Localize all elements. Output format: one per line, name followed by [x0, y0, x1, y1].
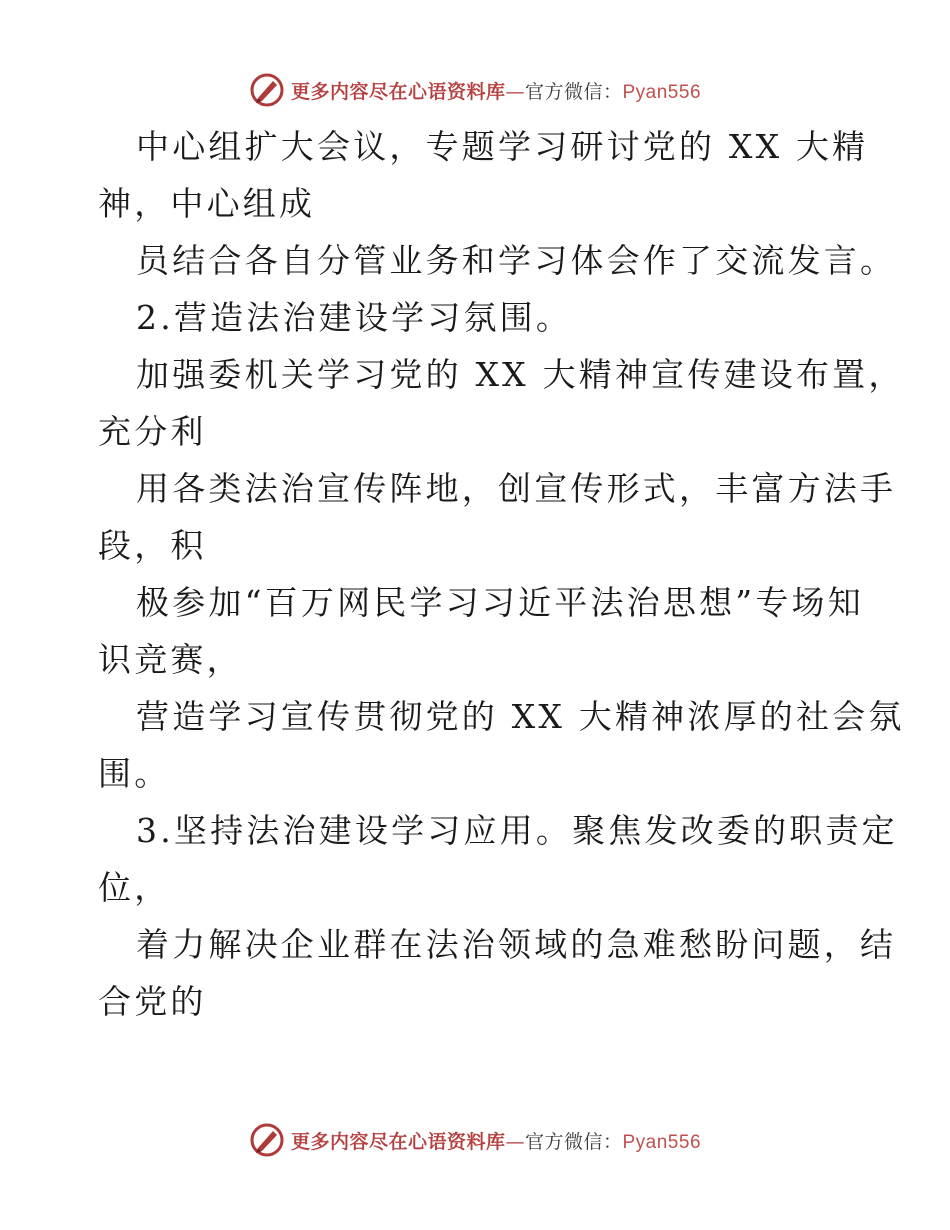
footer-text: [291, 1127, 701, 1154]
body-line: 识竞赛，: [98, 640, 243, 679]
header-wechat-id: Pyan556: [622, 81, 702, 103]
body-line: 神，中心组成: [98, 184, 316, 223]
body-line: 位，: [98, 868, 171, 907]
header-text: [291, 77, 701, 104]
body-line: 段，积: [98, 526, 207, 565]
pen-logo-icon: [249, 72, 285, 108]
header-separator: —: [505, 80, 525, 103]
body-line: 3.坚持法治建设学习应用。聚焦发改委的职责定: [136, 811, 898, 850]
body-line: 营造学习宣传贯彻党的 XX 大精神浓厚的社会氛: [136, 697, 905, 736]
body-line: 充分利: [98, 412, 207, 451]
footer-watermark: [0, 1120, 950, 1160]
header-official-label: 官方微信：: [524, 80, 623, 103]
body-line: 围。: [98, 754, 171, 793]
body-line: 用各类法治宣传阵地，创宣传形式，丰富方法手: [136, 469, 897, 508]
body-line: 中心组扩大会议，专题学习研讨党的 XX 大精: [136, 127, 869, 166]
header-watermark: [0, 70, 950, 110]
body-line: 合党的: [98, 982, 207, 1021]
body-line: 加强委机关学习党的 XX 大精神宣传建设布置，: [136, 355, 905, 394]
footer-separator: —: [505, 1130, 525, 1153]
body-line: 着力解决企业群在法治领域的急难愁盼问题，结: [136, 925, 897, 964]
document-body: [98, 118, 905, 1030]
header-brand: 更多内容尽在心语资料库: [290, 80, 506, 103]
footer-brand: 更多内容尽在心语资料库: [290, 1130, 506, 1153]
body-line: 极参加“百万网民学习习近平法治思想”专场知: [136, 583, 864, 622]
footer-official-label: 官方微信：: [524, 1130, 623, 1153]
pen-logo-icon: [249, 1122, 285, 1158]
body-line: 员结合各自分管业务和学习体会作了交流发言。: [136, 241, 897, 280]
footer-wechat-id: Pyan556: [622, 1131, 702, 1153]
body-line: 2.营造法治建设学习氛围。: [136, 298, 573, 337]
